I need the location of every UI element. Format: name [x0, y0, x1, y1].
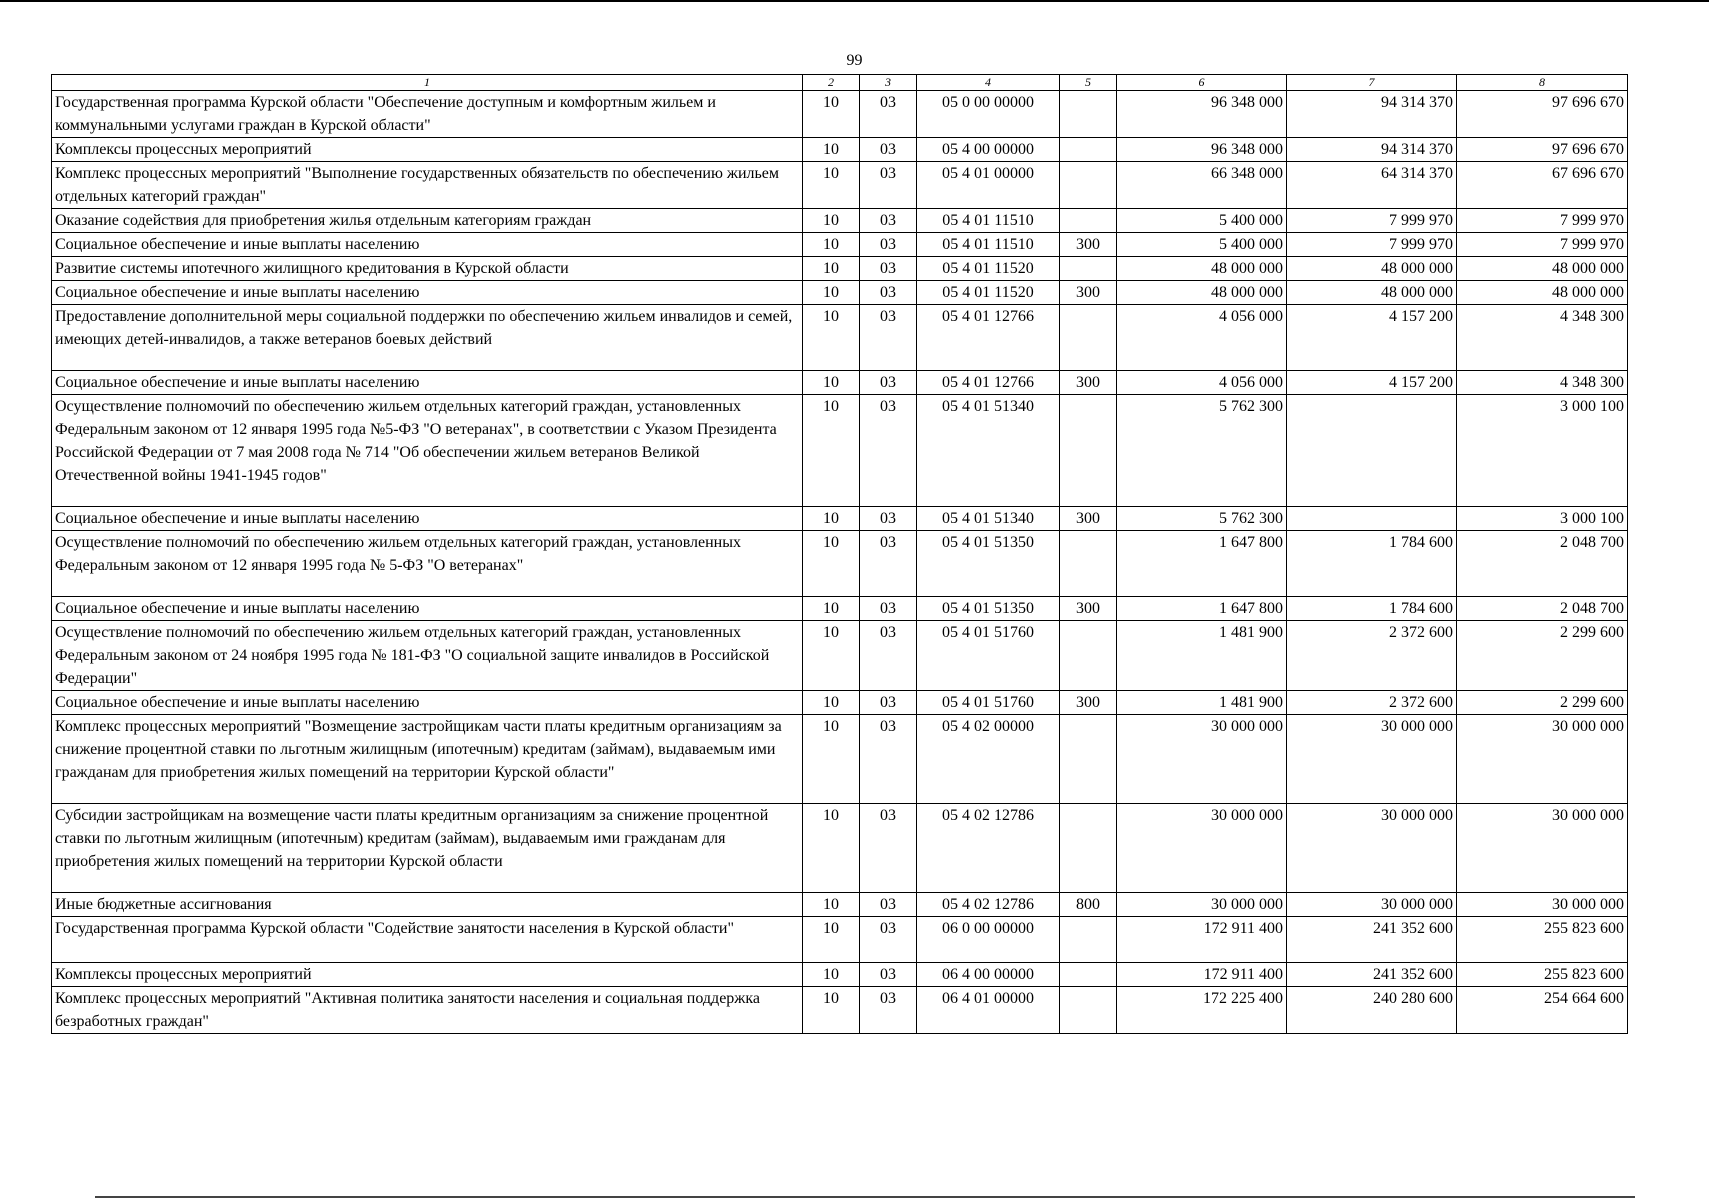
- subsection-code-cell: 03: [860, 305, 917, 371]
- section-code-cell: 10: [803, 162, 860, 209]
- subsection-code-cell: 03: [860, 507, 917, 531]
- amount-col6-cell: 172 225 400: [1117, 987, 1287, 1034]
- target-article-code-cell: 05 4 01 12766: [917, 305, 1060, 371]
- section-code-cell: 10: [803, 91, 860, 138]
- row-name-cell: Социальное обеспечение и иные выплаты населению: [52, 691, 803, 715]
- section-code-cell: 10: [803, 917, 860, 963]
- subsection-code-cell: 03: [860, 233, 917, 257]
- table-row: [52, 917, 1628, 963]
- row-name-cell: Комплекс процессных мероприятий "Выполнение государственных обязательств по обеспечению жильем отдельных категорий граждан": [52, 162, 803, 209]
- expense-type-code-cell: [1060, 305, 1117, 371]
- amount-col8-cell: 30 000 000: [1457, 893, 1628, 917]
- column-header: 7: [1287, 75, 1457, 91]
- expense-type-code-cell: [1060, 621, 1117, 691]
- amount-col7-cell: 240 280 600: [1287, 987, 1457, 1034]
- amount-col6-cell: 48 000 000: [1117, 281, 1287, 305]
- subsection-code-cell: 03: [860, 281, 917, 305]
- table-row: [52, 281, 1628, 305]
- expense-type-code-cell: [1060, 531, 1117, 597]
- amount-col7-cell: 94 314 370: [1287, 91, 1457, 138]
- page-number: 99: [846, 52, 863, 69]
- table-row: [52, 233, 1628, 257]
- amount-col6-cell: 48 000 000: [1117, 257, 1287, 281]
- subsection-code-cell: 03: [860, 963, 917, 987]
- expense-type-code-cell: [1060, 209, 1117, 233]
- amount-col8-cell: 2 048 700: [1457, 597, 1628, 621]
- subsection-code-cell: 03: [860, 395, 917, 507]
- target-article-code-cell: 06 0 00 00000: [917, 917, 1060, 963]
- table-row: [52, 257, 1628, 281]
- target-article-code-cell: 05 4 02 12786: [917, 893, 1060, 917]
- expense-type-code-cell: [1060, 257, 1117, 281]
- table-row: [52, 305, 1628, 371]
- target-article-code-cell: 05 4 00 00000: [917, 138, 1060, 162]
- column-header: 4: [917, 75, 1060, 91]
- amount-col7-cell: 1 784 600: [1287, 531, 1457, 597]
- target-article-code-cell: 05 4 01 51340: [917, 395, 1060, 507]
- subsection-code-cell: 03: [860, 917, 917, 963]
- table-row: [52, 597, 1628, 621]
- target-article-code-cell: 05 4 02 12786: [917, 804, 1060, 893]
- amount-col6-cell: 172 911 400: [1117, 963, 1287, 987]
- row-name-cell: Предоставление дополнительной меры социальной поддержки по обеспечению жильем инвалидов и семей, имеющих детей-инвалидов, а также ветеранов боевых действий: [52, 305, 803, 371]
- section-code-cell: 10: [803, 621, 860, 691]
- table-row: [52, 531, 1628, 597]
- amount-col7-cell: 30 000 000: [1287, 893, 1457, 917]
- amount-col6-cell: 4 056 000: [1117, 371, 1287, 395]
- subsection-code-cell: 03: [860, 138, 917, 162]
- amount-col6-cell: 30 000 000: [1117, 715, 1287, 804]
- amount-col6-cell: 30 000 000: [1117, 804, 1287, 893]
- table-row: [52, 371, 1628, 395]
- column-header: 8: [1457, 75, 1628, 91]
- row-name-cell: Субсидии застройщикам на возмещение части платы кредитным организациям за снижение процентной ставки по льготным жилищным (ипотечным) кредитам (займам), выдаваемым ими гражданам для приобретения жилых помещений на территории Курской области: [52, 804, 803, 893]
- amount-col7-cell: 48 000 000: [1287, 257, 1457, 281]
- table-row: [52, 893, 1628, 917]
- row-name-cell: Осуществление полномочий по обеспечению жильем отдельных категорий граждан, установленных Федеральным законом от 24 ноября 1995 года № 181-ФЗ "О социальной защите инвалидов в Российской Федерации": [52, 621, 803, 691]
- table-row: [52, 621, 1628, 691]
- amount-col8-cell: 7 999 970: [1457, 233, 1628, 257]
- amount-col6-cell: 30 000 000: [1117, 893, 1287, 917]
- row-name-cell: Социальное обеспечение и иные выплаты населению: [52, 507, 803, 531]
- amount-col7-cell: 48 000 000: [1287, 281, 1457, 305]
- row-name-cell: Осуществление полномочий по обеспечению жильем отдельных категорий граждан, установленных Федеральным законом от 12 января 1995 года №5-ФЗ "О ветеранах", в соответствии с Указом Президента Российской Федерации от 7 мая 2008 года № 714 "Об обеспечении жильем ветеранов Великой Отечественной войны 1941-1945 годов": [52, 395, 803, 507]
- amount-col6-cell: 66 348 000: [1117, 162, 1287, 209]
- row-name-cell: Социальное обеспечение и иные выплаты населению: [52, 281, 803, 305]
- target-article-code-cell: 05 4 01 11520: [917, 281, 1060, 305]
- amount-col7-cell: 7 999 970: [1287, 209, 1457, 233]
- table-row: [52, 395, 1628, 507]
- amount-col6-cell: 4 056 000: [1117, 305, 1287, 371]
- amount-col7-cell: [1287, 395, 1457, 507]
- amount-col8-cell: 97 696 670: [1457, 91, 1628, 138]
- column-header: 2: [803, 75, 860, 91]
- amount-col8-cell: 3 000 100: [1457, 395, 1628, 507]
- amount-col7-cell: 2 372 600: [1287, 621, 1457, 691]
- subsection-code-cell: 03: [860, 715, 917, 804]
- target-article-code-cell: 05 4 01 51340: [917, 507, 1060, 531]
- subsection-code-cell: 03: [860, 371, 917, 395]
- amount-col8-cell: 30 000 000: [1457, 804, 1628, 893]
- amount-col6-cell: 1 481 900: [1117, 621, 1287, 691]
- amount-col7-cell: 30 000 000: [1287, 804, 1457, 893]
- amount-col8-cell: 4 348 300: [1457, 371, 1628, 395]
- subsection-code-cell: 03: [860, 691, 917, 715]
- row-name-cell: Иные бюджетные ассигнования: [52, 893, 803, 917]
- amount-col8-cell: 254 664 600: [1457, 987, 1628, 1034]
- amount-col7-cell: 241 352 600: [1287, 963, 1457, 987]
- section-code-cell: 10: [803, 281, 860, 305]
- section-code-cell: 10: [803, 963, 860, 987]
- column-header: 1: [52, 75, 803, 91]
- amount-col7-cell: 1 784 600: [1287, 597, 1457, 621]
- target-article-code-cell: 05 0 00 00000: [917, 91, 1060, 138]
- amount-col7-cell: 2 372 600: [1287, 691, 1457, 715]
- amount-col7-cell: 4 157 200: [1287, 305, 1457, 371]
- column-header: 6: [1117, 75, 1287, 91]
- row-name-cell: Развитие системы ипотечного жилищного кредитования в Курской области: [52, 257, 803, 281]
- budget-table: [51, 74, 1628, 1034]
- section-code-cell: 10: [803, 715, 860, 804]
- section-code-cell: 10: [803, 597, 860, 621]
- target-article-code-cell: 05 4 02 00000: [917, 715, 1060, 804]
- subsection-code-cell: 03: [860, 91, 917, 138]
- amount-col7-cell: 94 314 370: [1287, 138, 1457, 162]
- row-name-cell: Государственная программа Курской области "Содействие занятости населения в Курской области": [52, 917, 803, 963]
- subsection-code-cell: 03: [860, 531, 917, 597]
- amount-col8-cell: 30 000 000: [1457, 715, 1628, 804]
- amount-col8-cell: 48 000 000: [1457, 281, 1628, 305]
- amount-col6-cell: 1 647 800: [1117, 531, 1287, 597]
- section-code-cell: 10: [803, 531, 860, 597]
- amount-col6-cell: 5 762 300: [1117, 507, 1287, 531]
- amount-col8-cell: 7 999 970: [1457, 209, 1628, 233]
- row-name-cell: Социальное обеспечение и иные выплаты населению: [52, 233, 803, 257]
- target-article-code-cell: 06 4 00 00000: [917, 963, 1060, 987]
- amount-col8-cell: 67 696 670: [1457, 162, 1628, 209]
- expense-type-code-cell: 300: [1060, 233, 1117, 257]
- subsection-code-cell: 03: [860, 162, 917, 209]
- section-code-cell: 10: [803, 893, 860, 917]
- subsection-code-cell: 03: [860, 621, 917, 691]
- subsection-code-cell: 03: [860, 804, 917, 893]
- amount-col6-cell: 172 911 400: [1117, 917, 1287, 963]
- amount-col6-cell: 5 762 300: [1117, 395, 1287, 507]
- row-name-cell: Социальное обеспечение и иные выплаты населению: [52, 371, 803, 395]
- section-code-cell: 10: [803, 305, 860, 371]
- column-header: 5: [1060, 75, 1117, 91]
- row-name-cell: Комплексы процессных мероприятий: [52, 138, 803, 162]
- expense-type-code-cell: 300: [1060, 507, 1117, 531]
- amount-col7-cell: 4 157 200: [1287, 371, 1457, 395]
- top-border-line: [0, 0, 1709, 2]
- expense-type-code-cell: 300: [1060, 597, 1117, 621]
- table-row: [52, 715, 1628, 804]
- table-row: [52, 209, 1628, 233]
- amount-col8-cell: 2 048 700: [1457, 531, 1628, 597]
- bottom-border-line: [95, 1196, 1635, 1198]
- row-name-cell: Социальное обеспечение и иные выплаты населению: [52, 597, 803, 621]
- expense-type-code-cell: [1060, 917, 1117, 963]
- expense-type-code-cell: 300: [1060, 371, 1117, 395]
- amount-col7-cell: 64 314 370: [1287, 162, 1457, 209]
- section-code-cell: 10: [803, 804, 860, 893]
- expense-type-code-cell: [1060, 91, 1117, 138]
- table-row: [52, 987, 1628, 1034]
- subsection-code-cell: 03: [860, 257, 917, 281]
- table-row: [52, 91, 1628, 138]
- subsection-code-cell: 03: [860, 893, 917, 917]
- amount-col6-cell: 96 348 000: [1117, 138, 1287, 162]
- amount-col8-cell: 2 299 600: [1457, 621, 1628, 691]
- section-code-cell: 10: [803, 371, 860, 395]
- column-number-header-row: [52, 75, 1628, 91]
- expense-type-code-cell: 800: [1060, 893, 1117, 917]
- target-article-code-cell: 05 4 01 00000: [917, 162, 1060, 209]
- expense-type-code-cell: 300: [1060, 691, 1117, 715]
- expense-type-code-cell: [1060, 395, 1117, 507]
- target-article-code-cell: 05 4 01 11510: [917, 233, 1060, 257]
- table-row: [52, 507, 1628, 531]
- section-code-cell: 10: [803, 257, 860, 281]
- subsection-code-cell: 03: [860, 209, 917, 233]
- expense-type-code-cell: [1060, 138, 1117, 162]
- section-code-cell: 10: [803, 233, 860, 257]
- target-article-code-cell: 05 4 01 12766: [917, 371, 1060, 395]
- section-code-cell: 10: [803, 209, 860, 233]
- expense-type-code-cell: [1060, 715, 1117, 804]
- section-code-cell: 10: [803, 987, 860, 1034]
- amount-col6-cell: 96 348 000: [1117, 91, 1287, 138]
- expense-type-code-cell: [1060, 804, 1117, 893]
- amount-col6-cell: 1 481 900: [1117, 691, 1287, 715]
- row-name-cell: Осуществление полномочий по обеспечению жильем отдельных категорий граждан, установленных Федеральным законом от 12 января 1995 года № 5-ФЗ "О ветеранах": [52, 531, 803, 597]
- row-name-cell: Комплексы процессных мероприятий: [52, 963, 803, 987]
- amount-col7-cell: 241 352 600: [1287, 917, 1457, 963]
- target-article-code-cell: 05 4 01 51350: [917, 597, 1060, 621]
- section-code-cell: 10: [803, 507, 860, 531]
- amount-col7-cell: [1287, 507, 1457, 531]
- target-article-code-cell: 05 4 01 11510: [917, 209, 1060, 233]
- section-code-cell: 10: [803, 395, 860, 507]
- table-row: [52, 804, 1628, 893]
- row-name-cell: Оказание содействия для приобретения жилья отдельным категориям граждан: [52, 209, 803, 233]
- target-article-code-cell: 05 4 01 51350: [917, 531, 1060, 597]
- amount-col7-cell: 7 999 970: [1287, 233, 1457, 257]
- section-code-cell: 10: [803, 138, 860, 162]
- amount-col6-cell: 5 400 000: [1117, 209, 1287, 233]
- expense-type-code-cell: [1060, 987, 1117, 1034]
- amount-col8-cell: 2 299 600: [1457, 691, 1628, 715]
- expense-type-code-cell: [1060, 162, 1117, 209]
- expense-type-code-cell: [1060, 963, 1117, 987]
- amount-col8-cell: 48 000 000: [1457, 257, 1628, 281]
- amount-col8-cell: 255 823 600: [1457, 917, 1628, 963]
- amount-col8-cell: 3 000 100: [1457, 507, 1628, 531]
- row-name-cell: Комплекс процессных мероприятий "Активная политика занятости населения и социальная поддержка безработных граждан": [52, 987, 803, 1034]
- amount-col8-cell: 255 823 600: [1457, 963, 1628, 987]
- target-article-code-cell: 05 4 01 51760: [917, 691, 1060, 715]
- amount-col7-cell: 30 000 000: [1287, 715, 1457, 804]
- section-code-cell: 10: [803, 691, 860, 715]
- expense-type-code-cell: 300: [1060, 281, 1117, 305]
- amount-col8-cell: 4 348 300: [1457, 305, 1628, 371]
- table-row: [52, 691, 1628, 715]
- target-article-code-cell: 06 4 01 00000: [917, 987, 1060, 1034]
- amount-col6-cell: 1 647 800: [1117, 597, 1287, 621]
- column-header: 3: [860, 75, 917, 91]
- table-row: [52, 138, 1628, 162]
- target-article-code-cell: 05 4 01 11520: [917, 257, 1060, 281]
- table-row: [52, 963, 1628, 987]
- amount-col6-cell: 5 400 000: [1117, 233, 1287, 257]
- target-article-code-cell: 05 4 01 51760: [917, 621, 1060, 691]
- row-name-cell: Комплекс процессных мероприятий "Возмещение застройщикам части платы кредитным организациям за снижение процентной ставки по льготным жилищным (ипотечным) кредитам (займам), выдаваемым ими гражданам для приобретения жилых помещений на территории Курской области": [52, 715, 803, 804]
- subsection-code-cell: 03: [860, 597, 917, 621]
- row-name-cell: Государственная программа Курской области "Обеспечение доступным и комфортным жильем и коммунальными услугами граждан в Курской области": [52, 91, 803, 138]
- table-row: [52, 162, 1628, 209]
- amount-col8-cell: 97 696 670: [1457, 138, 1628, 162]
- subsection-code-cell: 03: [860, 987, 917, 1034]
